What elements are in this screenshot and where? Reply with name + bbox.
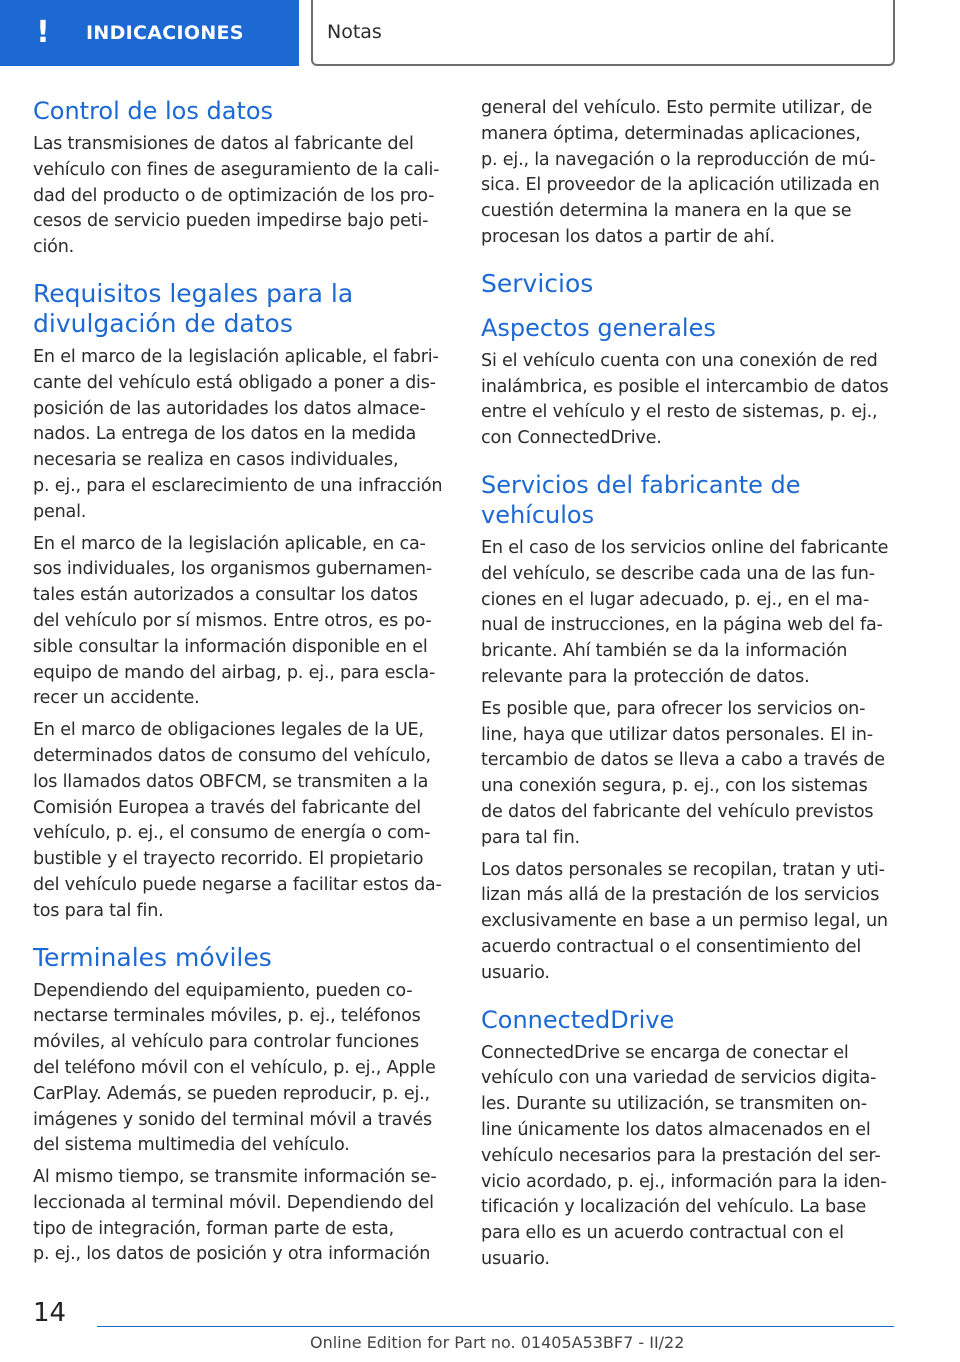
exclamation-icon: !	[36, 15, 50, 50]
paragraph-terminales-2: Al mismo tiempo, se transmite información se- leccionada al terminal móvil. Dependiendo del tipo de integración, forman parte de esta, p. ej., los datos de posición y otra información	[33, 1167, 437, 1265]
heading-terminales-moviles: Terminales móviles	[33, 942, 272, 972]
paragraph-requisitos-1: En el marco de la legislación aplicable, el fabri- cante del vehículo está obligado a poner a dis- posición de las autoridades los datos almace- nados. La entrega de los datos en la medida necesaria se realiza en casos individuales, p. ej., para el esclarecimiento de una infracción penal.	[33, 346, 443, 522]
section-tab-label: INDICACIONES	[86, 22, 244, 44]
left-column	[33, 96, 448, 1274]
footer-divider	[97, 1326, 894, 1327]
page-number: 14	[33, 1298, 67, 1328]
paragraph-requisitos-2: En el marco de la legislación aplicable, en ca- sos individuales, los organismos gubernamen- tales están autorizados a consultar los datos del vehículo por sí mismos. Entre otros, es po- sible consultar la información disponible en el equipo de mando del airbag, p. ej., para escla- recer un accidente.	[33, 533, 436, 709]
page-header	[0, 0, 960, 66]
heading-servicios: Servicios	[481, 268, 594, 298]
footer-edition: Online Edition for Part no. 01405A53BF7 - II/22	[310, 1333, 685, 1352]
heading-requisitos-legales: Requisitos legales para la divulgación de datos	[33, 278, 354, 338]
paragraph-connecteddrive: ConnectedDrive se encarga de conectar el vehículo con una variedad de servicios digita- les. Durante su utilización, se transmiten on- line únicamente los datos almacenados en el vehículo necesarios para la prestación del ser- vicio acordado, p. ej., información para la iden- tificación y localización del vehículo. La base para ello es un acuerdo contractual con el usuario.	[481, 1042, 887, 1269]
paragraph-fabricante-1: En el caso de los servicios online del fabricante del vehículo, se describe cada una de las fun- ciones en el lugar adecuado, p. ej., en el ma- nual de instrucciones, en la página web del fa- bricante. Ahí también se da la información relevante para la protección de datos.	[481, 537, 889, 687]
paragraph-requisitos-3: En el marco de obligaciones legales de la UE, determinados datos de consumo del vehículo, los llamados datos OBFCM, se transmiten a la Comisión Europea a través del fabricante del vehículo, p. ej., el consumo de energía o com- bustible y el trayecto recorrido. El propietario del vehículo puede negarse a facilitar estos da- tos para tal fin.	[33, 720, 442, 921]
heading-control-datos: Control de los datos	[33, 97, 274, 125]
notes-tab[interactable]	[311, 0, 895, 66]
heading-connecteddrive: ConnectedDrive	[481, 1005, 675, 1034]
right-column	[481, 96, 896, 1279]
notes-tab-label: Notas	[327, 21, 382, 43]
heading-aspectos-generales: Aspectos generales	[481, 313, 716, 342]
paragraph-fabricante-2: Es posible que, para ofrecer los servicios on- line, haya que utilizar datos personales. El in- tercambio de datos se lleva a cabo a través de una conexión segura, p. ej., con los sistemas de datos del fabricante del vehículo previstos para tal fin.	[481, 698, 885, 848]
paragraph-aspectos-generales: Si el vehículo cuenta con una conexión de red inalámbrica, es posible el intercambio de datos entre el vehículo y el resto de sistemas, p. ej., con ConnectedDrive.	[481, 350, 889, 449]
paragraph-fabricante-3: Los datos personales se recopilan, tratan y uti- lizan más allá de la prestación de los servicios exclusivamente en base a un permiso legal, un acuerdo contractual o el consentimiento del usuario.	[481, 859, 888, 983]
section-tab-indicaciones[interactable]	[0, 0, 299, 66]
paragraph-control-datos: Las transmisiones de datos al fabricante del vehículo con fines de aseguramiento de la cali- dad del producto o de optimización de los pro- cesos de servicio pueden impedirse bajo peti- ción.	[33, 134, 440, 258]
paragraph-terminales-1: Dependiendo del equipamiento, pueden co- nectarse terminales móviles, p. ej., teléfonos móviles, al vehículo para controlar funciones del teléfono móvil con el vehículo, p. ej., Apple CarPlay. Además, se pueden reproducir, p. ej., imágenes y sonido del terminal móvil a través del sistema multimedia del vehículo.	[33, 980, 436, 1156]
heading-servicios-fabricante: Servicios del fabricante de vehículos	[481, 470, 801, 529]
paragraph-terminales-cont: general del vehículo. Esto permite utilizar, de manera óptima, determinadas aplicaciones, p. ej., la navegación o la reproducción de mú- sica. El proveedor de la aplicación utilizada en cuestión determina la manera en la que se procesan los datos a partir de ahí.	[481, 98, 880, 247]
